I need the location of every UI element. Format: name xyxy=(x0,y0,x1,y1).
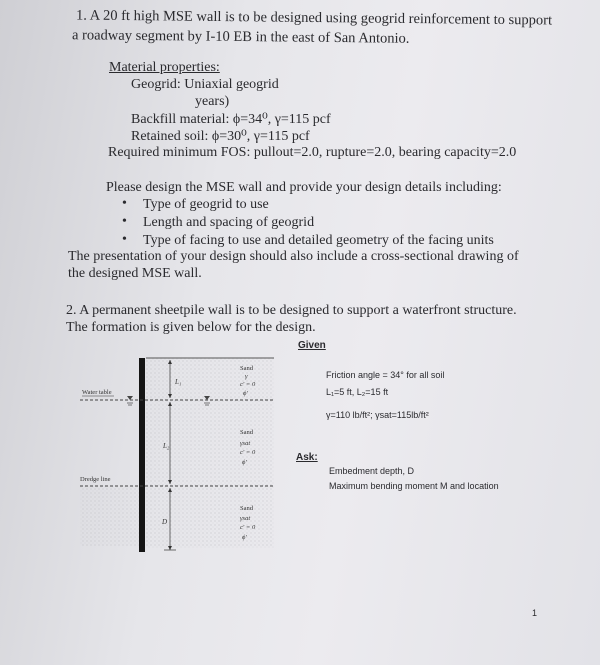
bullet-icon: • xyxy=(122,196,127,211)
geogrid-line: Geogrid: Uniaxial geogrid xyxy=(131,77,279,92)
layer2-gamma: γsat xyxy=(240,440,251,447)
page-number: 1 xyxy=(532,608,538,618)
layer2-phi: ϕ′ xyxy=(242,459,247,466)
layer1-gamma: γ xyxy=(245,373,248,380)
dredge-line-label: Dredge line xyxy=(80,476,111,483)
sheetpile-wall xyxy=(139,358,145,552)
layer3-cohesion: c′ = 0 xyxy=(240,524,256,531)
years-line: years) xyxy=(195,94,230,109)
bullet-icon: • xyxy=(122,232,127,247)
l1-label: L₁ xyxy=(175,378,182,386)
layer1-phi: ϕ′ xyxy=(243,390,248,397)
l2-label: L₂ xyxy=(163,442,170,450)
bullet-icon: • xyxy=(122,214,127,229)
lengths-given: L₁=5 ft, L₂=15 ft xyxy=(326,387,389,397)
please-design-line: Please design the MSE wall and provide your design details including: xyxy=(106,180,502,195)
water-table-symbol-icon xyxy=(127,396,133,400)
q2-intro-line-2: The formation is given below for the design. xyxy=(66,320,316,335)
layer1-soil: Sand xyxy=(240,365,253,372)
bullet-item-2: Length and spacing of geogrid xyxy=(143,215,315,230)
material-properties-heading: Material properties: xyxy=(109,60,220,75)
presentation-line-2: the designed MSE wall. xyxy=(68,266,202,281)
sheetpile-diagram-svg xyxy=(62,352,307,577)
layer3-gamma: γsat xyxy=(240,515,251,522)
bullet-item-3: Type of facing to use and detailed geometry of the facing units xyxy=(143,233,494,248)
bullet-item-1: Type of geogrid to use xyxy=(143,197,269,212)
layer1-cohesion: c′ = 0 xyxy=(240,381,256,388)
backfill-line: Backfill material: ϕ=34⁰, γ=115 pcf xyxy=(131,112,331,127)
unit-weights: γ=110 lb/ft²; γsat=115lb/ft² xyxy=(326,410,429,420)
ask-embedment: Embedment depth, D xyxy=(329,466,415,476)
water-table-label: Water table xyxy=(82,389,112,396)
sheetpile-diagram xyxy=(62,352,307,577)
q2-intro-line-1: 2. A permanent sheetpile wall is to be designed to support a waterfront structure. xyxy=(66,303,517,318)
q1-intro-line-2: a roadway segment by I-10 EB in the east of San Antonio. xyxy=(71,27,410,47)
passive-soil-region xyxy=(80,486,144,546)
layer2-soil: Sand xyxy=(240,429,253,436)
friction-angle: Friction angle = 34° for all soil xyxy=(326,370,445,380)
ask-moment: Maximum bending moment M and location xyxy=(329,481,499,491)
fos-line: Required minimum FOS: pullout=2.0, rupture=2.0, bearing capacity=2.0 xyxy=(108,145,517,160)
layer2-cohesion: c′ = 0 xyxy=(240,449,256,456)
layer3-phi: ϕ′ xyxy=(242,534,247,541)
layer3-soil: Sand xyxy=(240,505,253,512)
ask-label: Ask: xyxy=(296,452,318,463)
q1-intro-line-1: 1. A 20 ft high MSE wall is to be designed using geogrid reinforcement to support xyxy=(75,7,553,29)
given-label: Given xyxy=(298,340,326,351)
presentation-line-1: The presentation of your design should also include a cross-sectional drawing of xyxy=(68,249,519,264)
retained-soil-line: Retained soil: ϕ=30⁰, γ=115 pcf xyxy=(131,129,310,144)
d-label: D xyxy=(162,518,168,526)
